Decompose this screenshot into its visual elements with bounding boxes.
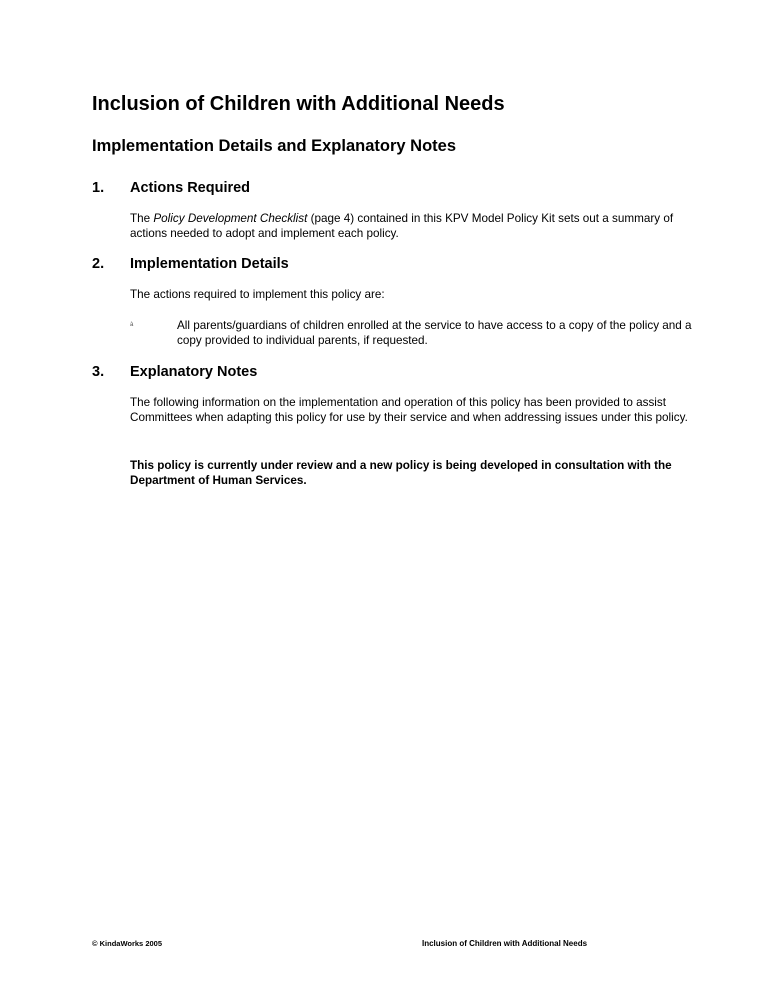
section-paragraph: The following information on the implementation and operation of this policy has been provided to assist Committees when adapting this policy for use by their service and when addressing issues under this policy. — [130, 396, 688, 424]
section-heading: Actions Required — [130, 180, 251, 196]
footer-document-title: Inclusion of Children with Additional Needs — [422, 939, 588, 948]
list-item: All parents/guardians of children enrolled at the service to have access to a copy of the policy and a copy provided to individual parents, if requested. — [177, 319, 692, 347]
document-subtitle: Implementation Details and Explanatory Notes — [92, 137, 456, 155]
paragraph-suffix: (page 4) contained in this KPV Model Policy Kit sets out a summary of actions needed to adopt and implement each policy. — [130, 212, 674, 240]
review-notice: This policy is currently under review and a new policy is being developed in consultation with the Department of Human Services. — [130, 459, 672, 487]
bullet-arrow-icon: à — [130, 322, 134, 328]
paragraph-prefix: The — [130, 212, 154, 225]
section-number: 2. — [92, 256, 105, 272]
section-number: 3. — [92, 364, 105, 380]
section-intro: The actions required to implement this policy are: — [130, 288, 385, 301]
section-heading: Explanatory Notes — [130, 364, 258, 380]
section-heading: Implementation Details — [130, 256, 289, 272]
section-paragraph — [130, 211, 690, 241]
section-number: 1. — [92, 180, 105, 196]
document-title: Inclusion of Children with Additional Needs — [92, 93, 505, 115]
footer-copyright: © KindaWorks 2005 — [92, 939, 162, 948]
checklist-title: Policy Development Checklist — [153, 212, 308, 225]
